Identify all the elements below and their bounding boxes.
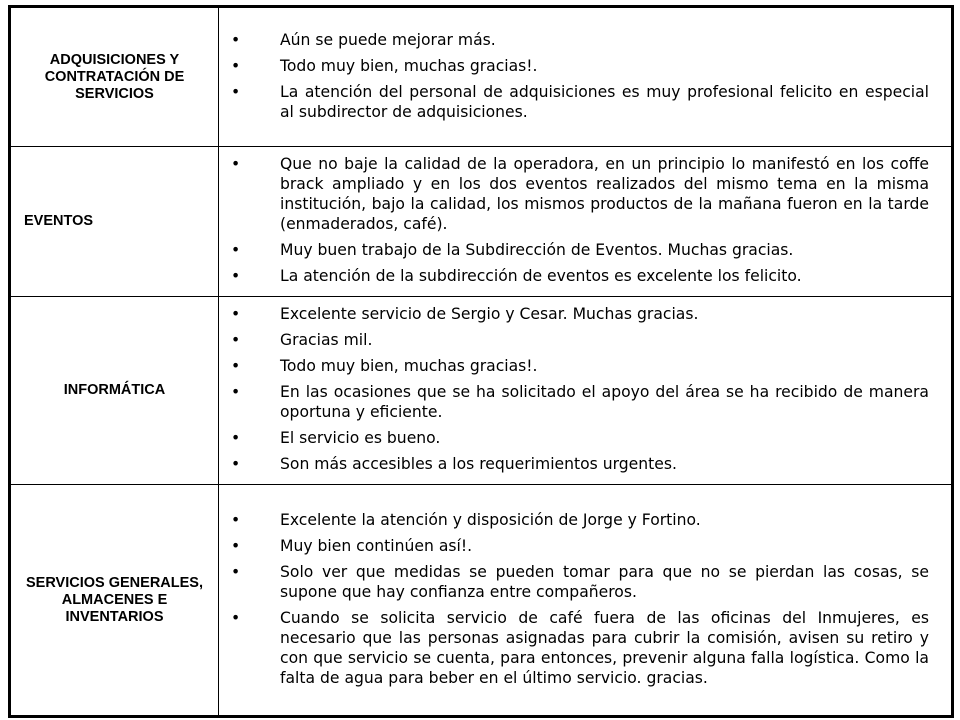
bullet-icon: • (231, 155, 241, 173)
comments-cell (219, 297, 953, 485)
list-item (231, 382, 929, 422)
bullet-icon: • (231, 82, 241, 101)
list-item (231, 304, 929, 324)
list-item (231, 154, 929, 234)
comment-text: Excelente servicio de Sergio y Cesar. Muchas gracias. (280, 305, 699, 323)
comment-text: Que no baje la calidad de la operadora, en un principio lo manifestó en los coffe brack ampliado y en los dos eventos realizados del mismo tema en la misma institución, bajo la calidad, los mismos productos de la mañana fueron en la tarde (enmaderados, café). (280, 155, 929, 233)
comment-list (231, 30, 929, 122)
bullet-icon: • (231, 305, 241, 323)
comment-text: Cuando se solicita servicio de café fuera de las oficinas del Inmujeres, es necesario que las personas asignadas para cubrir la comisión, avisen su retiro y con que servicio se cuenta, para entonces, prevenir alguna falla logística. Como la falta de agua para beber en el último servicio. gracias. (280, 608, 929, 687)
area-label: ADQUISICIONES Y CONTRATACIÓN DE SERVICIOS (10, 7, 219, 147)
comment-text: El servicio es bueno. (280, 429, 441, 447)
table-row (10, 147, 953, 297)
comment-text: La atención del personal de adquisiciones es muy profesional felicito en especial al subdirector de adquisiciones. (280, 82, 929, 121)
table-row (10, 297, 953, 485)
comment-text: Solo ver que medidas se pueden tomar para que no se pierdan las cosas, se supone que hay confianza entre compañeros. (280, 562, 929, 601)
comment-list (231, 510, 929, 688)
list-item (231, 608, 929, 688)
list-item (231, 240, 929, 260)
comments-cell (219, 147, 953, 297)
comment-text: Muy bien continúen así!. (280, 536, 473, 555)
bullet-icon: • (231, 383, 241, 401)
comment-text: Todo muy bien, muchas gracias!. (280, 357, 538, 375)
comment-list (231, 154, 929, 286)
feedback-table (8, 5, 954, 718)
bullet-icon: • (231, 331, 241, 349)
list-item (231, 82, 929, 122)
bullet-icon: • (231, 357, 241, 375)
bullet-icon: • (231, 536, 241, 555)
bullet-icon: • (231, 30, 241, 49)
list-item (231, 56, 929, 76)
list-item (231, 428, 929, 448)
comment-text: La atención de la subdirección de eventos es excelente los felicito. (280, 267, 802, 285)
bullet-icon: • (231, 562, 241, 581)
comment-text: Muy buen trabajo de la Subdirección de Eventos. Muchas gracias. (280, 241, 794, 259)
bullet-icon: • (231, 241, 241, 259)
area-label: SERVICIOS GENERALES, ALMACENES E INVENTARIOS (10, 485, 219, 717)
comments-cell (219, 485, 953, 717)
bullet-icon: • (231, 608, 241, 627)
comment-text: En las ocasiones que se ha solicitado el apoyo del área se ha recibido de manera oportuna y eficiente. (280, 383, 929, 421)
comment-text: Son más accesibles a los requerimientos urgentes. (280, 455, 677, 473)
bullet-icon: • (231, 510, 241, 529)
area-label: INFORMÁTICA (10, 297, 219, 485)
comment-text: Excelente la atención y disposición de Jorge y Fortino. (280, 510, 701, 529)
table-row (10, 7, 953, 147)
list-item (231, 356, 929, 376)
comment-text: Gracias mil. (280, 331, 373, 349)
bullet-icon: • (231, 267, 241, 285)
comment-text: Aún se puede mejorar más. (280, 30, 496, 49)
list-item (231, 30, 929, 50)
comment-list (231, 304, 929, 474)
bullet-icon: • (231, 56, 241, 75)
list-item (231, 266, 929, 286)
list-item (231, 510, 929, 530)
list-item (231, 454, 929, 474)
comment-text: Todo muy bien, muchas gracias!. (280, 56, 538, 75)
area-label: EVENTOS (10, 147, 219, 297)
list-item (231, 330, 929, 350)
bullet-icon: • (231, 455, 241, 473)
bullet-icon: • (231, 429, 241, 447)
comments-cell (219, 7, 953, 147)
list-item (231, 536, 929, 556)
table-row (10, 485, 953, 717)
list-item (231, 562, 929, 602)
